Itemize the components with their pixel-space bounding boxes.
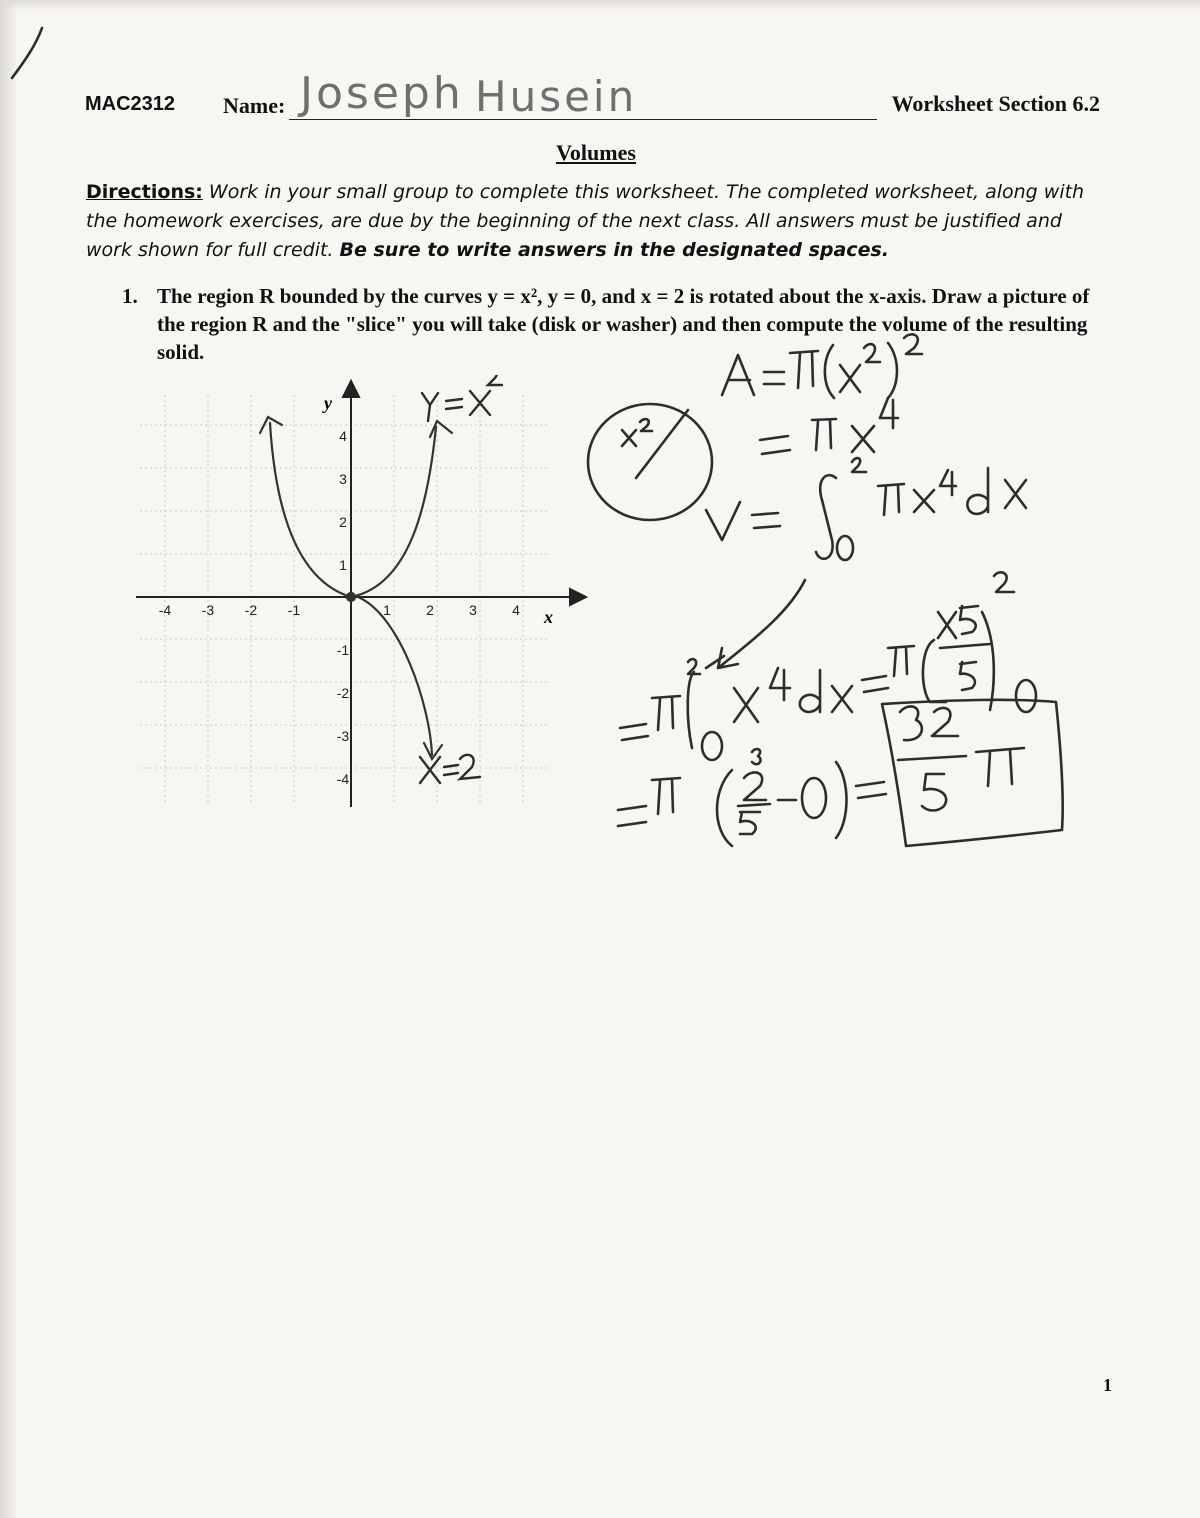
area-formula-line-2 (760, 398, 898, 454)
parabola-curve (270, 423, 436, 597)
name-label: Name: (223, 93, 286, 118)
x-tick-label: 3 (469, 602, 477, 618)
page-number: 1 (1103, 1375, 1112, 1395)
problem-1 (122, 282, 1112, 366)
y-tick-label: 2 (339, 514, 347, 530)
y-tick-label: -4 (336, 771, 350, 787)
y-axis-arrow (343, 381, 359, 397)
student-first-name: Joseph (300, 68, 464, 119)
y-tick-label: 4 (339, 428, 347, 444)
directions (86, 178, 1106, 265)
page-title: Volumes (556, 140, 636, 165)
problem-text: The region R bounded by the curves y = x², y = 0, and x = 2 is rotated about the x-axis. Draw a picture of the region R and the "slice" you will take (disk or washer) and then compute the volume of the resulting solid. (157, 284, 1090, 364)
course-code: MAC2312 (85, 93, 176, 115)
y-tick-label: 1 (339, 557, 347, 573)
parabola-right-arrow (430, 421, 452, 437)
vertical-line-x2 (358, 597, 432, 755)
x-tick-label: 1 (383, 602, 391, 618)
y-tick-label: -1 (336, 642, 350, 658)
problem-number: 1. (122, 284, 138, 308)
x-axis-arrow (570, 589, 586, 605)
y-axis-label: y (324, 393, 332, 413)
origin-point (347, 593, 355, 601)
x-tick-label: -4 (158, 602, 172, 618)
worksheet-section: Worksheet Section 6.2 (891, 91, 1100, 116)
curve-label-y-eq-x2 (422, 375, 502, 421)
y-tick-label: 3 (339, 471, 347, 487)
y-tick-label: -2 (336, 685, 350, 701)
student-last-name: Husein (475, 72, 638, 121)
stray-pen-mark (12, 28, 42, 78)
line-label-x-eq-2 (420, 755, 480, 783)
directions-lead: Directions: (86, 181, 203, 203)
answer-box (882, 700, 1063, 846)
x-tick-label: -2 (244, 602, 258, 618)
x-axis-label: x (544, 607, 553, 627)
volume-integral (706, 458, 1026, 560)
x-tick-label: 2 (426, 602, 434, 618)
x-tick-label: 4 (512, 602, 520, 618)
y-tick-label: -3 (336, 728, 350, 744)
evaluation-line-2 (618, 749, 886, 846)
disk-slice-sketch (588, 404, 712, 520)
x-tick-label: -3 (201, 602, 215, 618)
directions-text: Work in your small group to complete this worksheet. The completed worksheet, along with the homework exercises, are due by the beginning of the next class. All answers must be justified and work shown for full credit. (86, 181, 1085, 261)
directions-emphasis: Be sure to write answers in the designated spaces. (339, 239, 889, 261)
evaluation-line-1 (620, 572, 1036, 760)
step-arrow (718, 580, 805, 668)
coordinate-graph (130, 375, 590, 815)
x-tick-label: -1 (287, 602, 301, 618)
